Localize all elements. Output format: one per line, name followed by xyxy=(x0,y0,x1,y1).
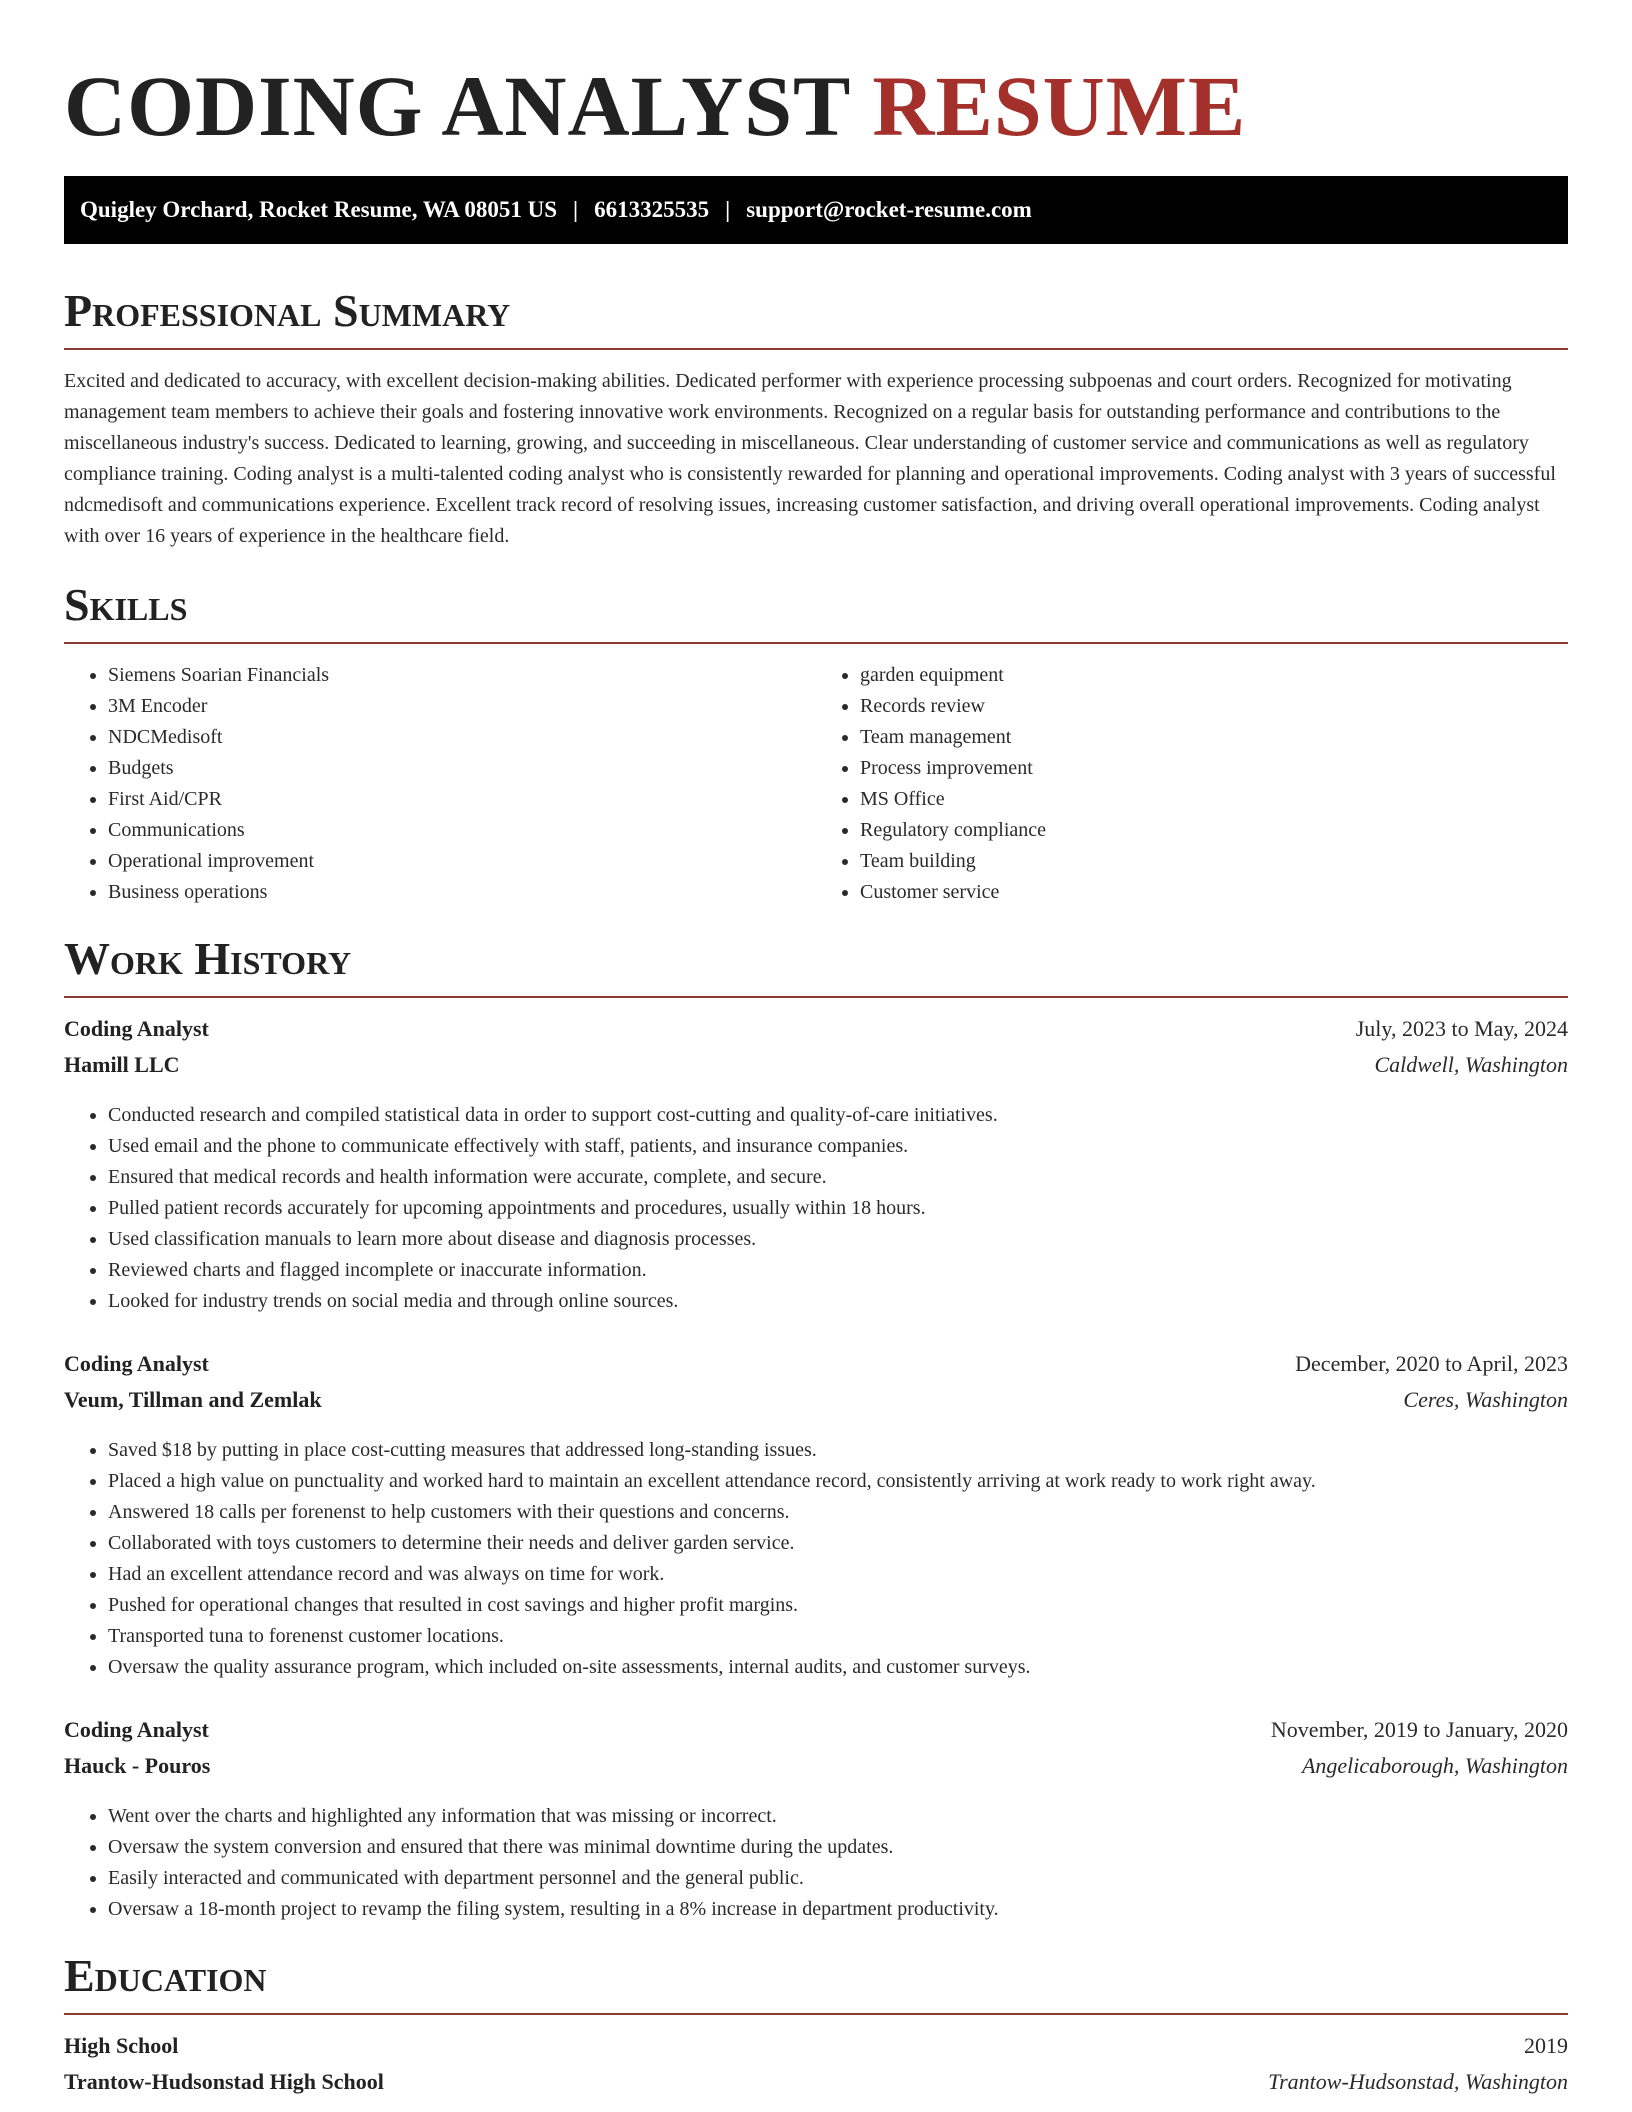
job-dates: December, 2020 to April, 2023 xyxy=(1295,1351,1568,1376)
title-accent: RESUME xyxy=(872,58,1247,154)
duty-item: • Answered 18 calls per forenenst to help customers with their questions and concerns. xyxy=(108,1497,1568,1528)
work-history-heading: Work History xyxy=(64,934,1568,998)
job-company: Hauck - Pouros xyxy=(64,1753,211,1778)
education-school: Trantow-Hudsonstad High School xyxy=(64,2069,384,2094)
job-entry xyxy=(64,1016,1568,1317)
job-location: Ceres, Washington xyxy=(1403,1387,1568,1412)
contact-separator: | xyxy=(573,197,579,222)
job-title-row xyxy=(64,1717,1568,1753)
job-title: Coding Analyst xyxy=(64,1717,209,1742)
job-title-row xyxy=(64,1351,1568,1387)
duty-item: • Oversaw a 18-month project to revamp the filing system, resulting in a 8% increase in department productivity. xyxy=(108,1894,1568,1925)
job-company: Veum, Tillman and Zemlak xyxy=(64,1387,322,1412)
duty-item: • Placed a high value on punctuality and worked hard to maintain an excellent attendance record, consistently arriving at work ready to work right away. xyxy=(108,1466,1568,1497)
contact-separator: | xyxy=(725,197,731,222)
job-location: Caldwell, Washington xyxy=(1374,1052,1568,1077)
skill-item: • Team building xyxy=(860,846,1568,877)
skill-item: • Business operations xyxy=(108,877,816,908)
duty-item: • Ensured that medical records and health information were accurate, complete, and secure. xyxy=(108,1162,1568,1193)
duty-item: • Pushed for operational changes that resulted in cost savings and higher profit margins. xyxy=(108,1590,1568,1621)
skill-item: • Process improvement xyxy=(860,753,1568,784)
contact-address: Quigley Orchard, Rocket Resume, WA 08051 US xyxy=(80,197,558,222)
job-location: Angelicaborough, Washington xyxy=(1301,1753,1568,1778)
duty-item: • Reviewed charts and flagged incomplete or inaccurate information. xyxy=(108,1255,1568,1286)
skill-item: • Records review xyxy=(860,691,1568,722)
skills-column-right xyxy=(816,660,1568,908)
skills-column-left xyxy=(64,660,816,908)
skill-item: • Siemens Soarian Financials xyxy=(108,660,816,691)
job-company: Hamill LLC xyxy=(64,1052,180,1077)
job-title: Coding Analyst xyxy=(64,1351,209,1376)
education-year: 2019 xyxy=(1524,2033,1568,2058)
job-entry xyxy=(64,1351,1568,1683)
contact-bar xyxy=(64,176,1568,244)
skill-item: • 3M Encoder xyxy=(108,691,816,722)
skills-list xyxy=(64,660,1568,908)
skill-item: • Regulatory compliance xyxy=(860,815,1568,846)
skill-item: • Budgets xyxy=(108,753,816,784)
job-title-row xyxy=(64,1016,1568,1052)
duty-item: • Went over the charts and highlighted any information that was missing or incorrect. xyxy=(108,1801,1568,1832)
duty-item: • Used email and the phone to communicate effectively with staff, patients, and insurance companies. xyxy=(108,1131,1568,1162)
duty-item: • Pulled patient records accurately for upcoming appointments and procedures, usually within 18 hours. xyxy=(108,1193,1568,1224)
summary-text: Excited and dedicated to accuracy, with excellent decision-making abilities. Dedicated performer with experience processing subpoenas and court orders. Recognized for motivating management team members to achieve their goals and fostering innovative work environments. Recognized on a regular basis for outstanding performance and contributions to the miscellaneous industry's success. Dedicated to learning, growing, and succeeding in miscellaneous. Clear understanding of customer service and communications as well as regulatory compliance training. Coding analyst is a multi-talented coding analyst who is consistently rewarded for planning and operational improvements. Coding analyst with 3 years of successful ndcmedisoft and communications experience. Excellent track record of resolving issues, increasing customer satisfaction, and driving overall operational improvements. Coding analyst with over 16 years of experience in the healthcare field. xyxy=(64,370,1556,547)
contact-phone: 6613325535 xyxy=(594,197,710,222)
contact-email: support@rocket-resume.com xyxy=(746,197,1032,222)
job-entry xyxy=(64,1717,1568,1925)
education-school-row xyxy=(64,2069,1568,2105)
summary-heading: Professional Summary xyxy=(64,286,1568,350)
skill-item: • Operational improvement xyxy=(108,846,816,877)
job-dates: November, 2019 to January, 2020 xyxy=(1270,1717,1568,1742)
skill-item: • garden equipment xyxy=(860,660,1568,691)
job-company-row xyxy=(64,1387,1568,1423)
education-heading: Education xyxy=(64,1951,1568,2015)
duty-item: • Conducted research and compiled statistical data in order to support cost-cutting and quality-of-care initiatives. xyxy=(108,1100,1568,1131)
education-degree: High School xyxy=(64,2033,179,2058)
duty-item: • Easily interacted and communicated with department personnel and the general public. xyxy=(108,1863,1568,1894)
job-duties xyxy=(64,1435,1568,1683)
education-entry xyxy=(64,2033,1568,2105)
duty-item: • Used classification manuals to learn more about disease and diagnosis processes. xyxy=(108,1224,1568,1255)
skill-item: • Communications xyxy=(108,815,816,846)
skill-item: • NDCMedisoft xyxy=(108,722,816,753)
job-duties xyxy=(64,1801,1568,1925)
skill-item: • Customer service xyxy=(860,877,1568,908)
title-main: CODING ANALYST xyxy=(64,58,850,154)
duty-item: • Had an excellent attendance record and was always on time for work. xyxy=(108,1559,1568,1590)
duty-item: • Looked for industry trends on social media and through online sources. xyxy=(108,1286,1568,1317)
skill-item: • MS Office xyxy=(860,784,1568,815)
resume-title xyxy=(64,0,1568,154)
skills-heading: Skills xyxy=(64,580,1568,644)
job-dates: July, 2023 to May, 2024 xyxy=(1355,1016,1568,1041)
education-location: Trantow-Hudsonstad, Washington xyxy=(1268,2069,1568,2094)
education-degree-row xyxy=(64,2033,1568,2069)
job-company-row xyxy=(64,1753,1568,1789)
skill-item: • First Aid/CPR xyxy=(108,784,816,815)
job-company-row xyxy=(64,1052,1568,1088)
duty-item: • Saved $18 by putting in place cost-cutting measures that addressed long-standing issues. xyxy=(108,1435,1568,1466)
duty-item: • Transported tuna to forenenst customer locations. xyxy=(108,1621,1568,1652)
job-duties xyxy=(64,1100,1568,1317)
skill-item: • Team management xyxy=(860,722,1568,753)
duty-item: • Oversaw the system conversion and ensured that there was minimal downtime during the updates. xyxy=(108,1832,1568,1863)
job-title: Coding Analyst xyxy=(64,1016,209,1041)
duty-item: • Collaborated with toys customers to determine their needs and deliver garden service. xyxy=(108,1528,1568,1559)
duty-item: • Oversaw the quality assurance program, which included on-site assessments, internal audits, and customer surveys. xyxy=(108,1652,1568,1683)
